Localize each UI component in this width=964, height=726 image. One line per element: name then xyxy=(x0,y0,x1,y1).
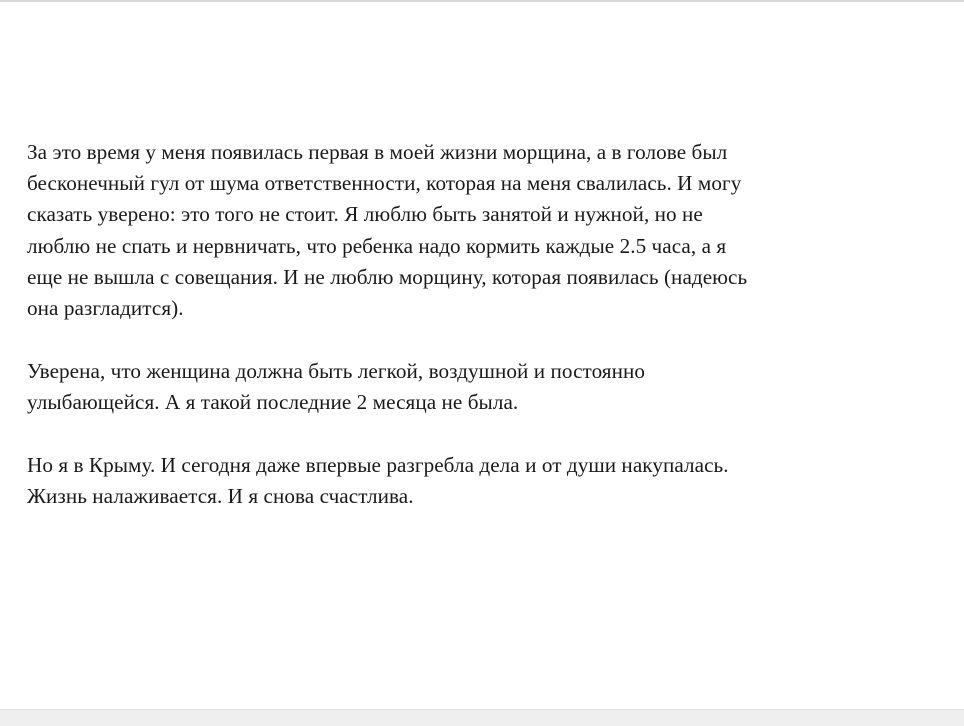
paragraph-spacer xyxy=(27,418,947,450)
text-line: она разгладится). xyxy=(27,296,184,321)
text-line: Уверена, что женщина должна быть легкой, воздушной и постоянно xyxy=(27,358,646,383)
text-line: люблю не спать и нервничать, что ребенка надо кормить каждые 2.5 часа, а я xyxy=(27,233,727,258)
text-line: бесконечный гул от шума ответственности, которая на меня свалилась. И могу xyxy=(27,171,742,196)
document-page xyxy=(27,137,947,512)
text-line: сказать уверено: это того не стоит. Я люблю быть занятой и нужной, но не xyxy=(27,202,703,227)
text-line: Но я в Крыму. И сегодня даже впервые разгребла дела и от души накупалась. xyxy=(27,452,729,477)
text-line: За это время у меня появилась первая в моей жизни морщина, а в голове был xyxy=(27,140,728,164)
bottom-scroll-strip xyxy=(0,709,964,726)
paragraph-spacer xyxy=(27,324,947,356)
top-border xyxy=(0,0,964,2)
paragraph-3 xyxy=(27,450,947,512)
paragraph-2 xyxy=(27,356,947,418)
paragraph-1 xyxy=(27,137,947,324)
text-line: еще не вышла с совещания. И не люблю морщину, которая появилась (надеюсь xyxy=(27,264,748,289)
text-line: улыбающейся. А я такой последние 2 месяца не была. xyxy=(27,389,519,414)
text-line: Жизнь налаживается. И я снова счастлива. xyxy=(27,483,414,508)
